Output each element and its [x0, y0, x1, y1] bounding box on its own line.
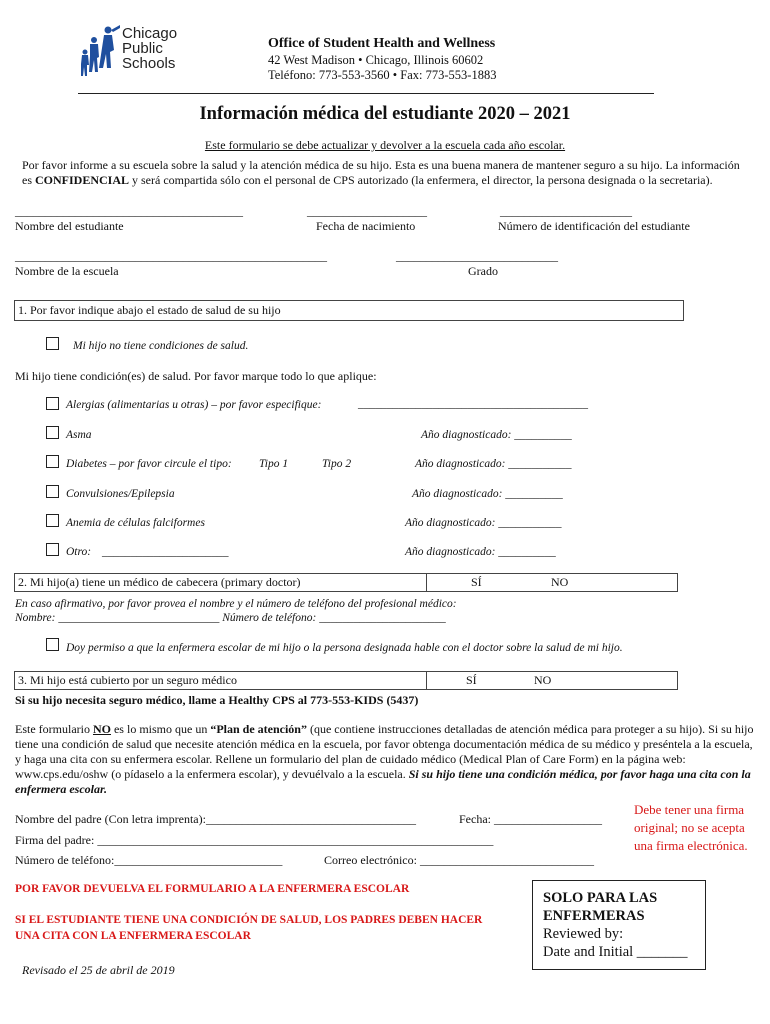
- section-3-divider: [426, 672, 427, 689]
- plan-no-word: NO: [92, 722, 111, 736]
- student-id-label: Número de identificación del estudiante: [498, 219, 690, 233]
- birth-date-blank[interactable]: ____________________: [307, 204, 427, 218]
- plan-text-2: es lo mismo que un: [110, 722, 211, 736]
- cps-logo: [78, 24, 198, 80]
- revision-date: Revisado el 25 de abril de 2019: [22, 963, 175, 977]
- allergies-label: Alergias (alimentarias u otras) – por favor especifique:: [66, 399, 322, 411]
- intro-paragraph: [22, 158, 748, 188]
- nurse-reviewed-by: Reviewed by:: [543, 926, 624, 942]
- plan-text-3: (que contiene instrucciones detalladas de atención médica para proteger a su hijo). Si su hijo tiene una condición de salud que necesite atención médica en la escuela, por favor obtenga documentación médica de su médico y preséntela a la escuela, y haga una cita con su enfermera escolar. Rellene un formulario del plan de cuidado médico (Medical Plan of Care Form) en la página web: www.cps.edu/oshw (o pídaselo a la enfermera escolar), y devuélvalo a la escuela.: [15, 722, 754, 781]
- nurse-appointment-notice: SI EL ESTUDIANTE TIENE UNA CONDICIÓN DE SALUD, LOS PADRES DEBEN HACER UNA CITA CON LA ENFERMERA ESCOLAR: [15, 914, 483, 942]
- doctor-phone-label: Número de teléfono:: [222, 612, 317, 624]
- asthma-checkbox[interactable]: [46, 426, 59, 439]
- student-id-blank[interactable]: ______________________: [500, 204, 632, 218]
- original-signature-notice: Debe tener una firma original; no se acepta una firma electrónica.: [634, 802, 748, 853]
- other-blank[interactable]: ______________________: [102, 546, 229, 558]
- other-year[interactable]: Año diagnosticado: __________: [405, 546, 556, 558]
- office-phone: Teléfono: 773-553-3560 • Fax: 773-553-1883: [268, 68, 497, 82]
- student-name-blank[interactable]: ______________________________________: [15, 204, 243, 218]
- sickle-cell-label: Anemia de células falciformes: [66, 517, 205, 529]
- healthy-cps-notice: Si su hijo necesita seguro médico, llame a Healthy CPS al 773-553-KIDS (5437): [15, 693, 419, 707]
- section-1-label: 1. Por favor indique abajo el estado de salud de su hijo: [18, 303, 281, 317]
- doctor-phone-blank[interactable]: ______________________: [319, 612, 446, 624]
- other-checkbox[interactable]: [46, 543, 59, 556]
- grade-blank[interactable]: ___________________________: [396, 249, 558, 263]
- permission-checkbox[interactable]: [46, 638, 59, 651]
- doctor-name-label: Nombre:: [15, 612, 56, 624]
- plan-text-4: Si su hijo tiene una condición médica, por favor haga una cita con la enfermera escolar.: [15, 767, 751, 796]
- intro-confidential: CONFIDENCIAL: [35, 173, 130, 187]
- page-title: Información médica del estudiante 2020 – 2021: [199, 104, 571, 124]
- email-label: Correo electrónico:: [324, 853, 417, 867]
- seizures-label: Convulsiones/Epilepsia: [66, 488, 175, 500]
- student-name-label: Nombre del estudiante: [15, 219, 124, 233]
- diabetes-year[interactable]: Año diagnosticado: ___________: [415, 458, 572, 470]
- date-row: [459, 812, 602, 827]
- seizures-checkbox[interactable]: [46, 485, 59, 498]
- sickle-cell-checkbox[interactable]: [46, 514, 59, 527]
- parent-name-row: [15, 812, 416, 827]
- nurse-only-box: [532, 880, 706, 970]
- section-2-divider: [426, 574, 427, 591]
- seizures-year[interactable]: Año diagnosticado: __________: [412, 488, 563, 500]
- insurance-no-option[interactable]: NO: [534, 673, 552, 687]
- logo-line-3: Schools: [122, 55, 176, 72]
- intro-text-1: Por favor informe a su escuela sobre la salud y la atención médica de su hijo. Esta es una buena manera de mantener seguro a su hijo. La información es: [22, 158, 740, 187]
- return-form-notice: POR FAVOR DEVUELVA EL FORMULARIO A LA ENFERMERA ESCOLAR: [15, 883, 410, 895]
- school-name-blank[interactable]: ____________________________________________________: [15, 249, 327, 263]
- birth-date-label: Fecha de nacimiento: [316, 219, 416, 233]
- doctor-name-blank[interactable]: ____________________________: [58, 612, 220, 624]
- cps-figures-icon: [78, 24, 122, 78]
- signature-blank[interactable]: __________________________________________________________________: [97, 833, 494, 847]
- section-2-header: [14, 573, 678, 592]
- section-3-label: 3. Mi hijo está cubierto por un seguro médico: [18, 673, 237, 687]
- parent-name-blank[interactable]: ___________________________________: [205, 812, 416, 826]
- parent-phone-blank[interactable]: ____________________________: [114, 853, 283, 867]
- allergies-blank[interactable]: ________________________________________: [358, 398, 588, 410]
- parent-name-label: Nombre del padre (Con letra imprenta):: [15, 812, 206, 826]
- date-blank[interactable]: __________________: [494, 812, 602, 826]
- section-2-label: 2. Mi hijo(a) tiene un médico de cabecera (primary doctor): [18, 575, 301, 589]
- intro-text-2: y será compartida sólo con el personal de CPS autorizado (la enfermera, el director, la persona designada o la secretaria).: [129, 173, 713, 187]
- plan-text-1: Este formulario: [15, 722, 93, 736]
- no-conditions-label: Mi hijo no tiene condiciones de salud.: [73, 340, 249, 352]
- doctor-yes-option[interactable]: SÍ: [471, 575, 482, 589]
- date-label: Fecha:: [459, 812, 491, 826]
- insurance-yes-option[interactable]: SÍ: [466, 673, 477, 687]
- signature-label: Firma del padre:: [15, 833, 95, 847]
- section-3-header: [14, 671, 678, 690]
- diabetes-label: Diabetes – por favor circule el tipo:: [66, 458, 232, 470]
- plan-of-care-bold: “Plan de atención”: [210, 722, 307, 736]
- nurse-date-initial[interactable]: Date and Initial _______: [543, 944, 688, 960]
- sickle-cell-year[interactable]: Año diagnosticado: ___________: [405, 517, 562, 529]
- page-subtitle: Este formulario se debe actualizar y devolver a la escuela cada año escolar.: [204, 138, 566, 152]
- asthma-label: Asma: [66, 429, 92, 441]
- other-label: Otro:: [66, 546, 92, 558]
- parent-phone-row: [15, 853, 282, 868]
- email-blank[interactable]: _____________________________: [419, 853, 594, 867]
- plan-of-care-paragraph: [15, 722, 757, 797]
- office-name: Office of Student Health and Wellness: [268, 36, 496, 51]
- permission-label: Doy permiso a que la enfermera escolar de mi hijo o la persona designada hable con el doctor sobre la salud de mi hijo.: [66, 642, 623, 654]
- no-conditions-checkbox[interactable]: [46, 337, 59, 350]
- school-name-label: Nombre de la escuela: [15, 264, 119, 278]
- nurse-box-title: SOLO PARA LAS ENFERMERAS: [543, 890, 658, 924]
- parent-phone-label: Número de teléfono:: [15, 853, 115, 867]
- email-row: [324, 853, 594, 868]
- diabetes-checkbox[interactable]: [46, 455, 59, 468]
- doctor-name-row: [15, 611, 446, 626]
- signature-row: [15, 833, 493, 848]
- has-conditions-label: Mi hijo tiene condición(es) de salud. Por favor marque todo lo que aplique:: [15, 369, 377, 383]
- office-address: 42 West Madison • Chicago, Illinois 60602: [268, 53, 484, 67]
- section-1-header: [14, 300, 684, 321]
- diabetes-tipo-1[interactable]: Tipo 1: [259, 458, 289, 470]
- diabetes-tipo-2[interactable]: Tipo 2: [322, 458, 352, 470]
- logo-line-2: Public: [122, 40, 163, 57]
- asthma-year[interactable]: Año diagnosticado: __________: [421, 429, 572, 441]
- header-rule: [78, 93, 654, 94]
- doctor-instructions: En caso afirmativo, por favor provea el nombre y el número de teléfono del profesional médico:: [15, 598, 457, 610]
- allergies-checkbox[interactable]: [46, 397, 59, 410]
- doctor-no-option[interactable]: NO: [551, 575, 569, 589]
- logo-line-1: Chicago: [122, 25, 178, 42]
- grade-label: Grado: [468, 264, 498, 278]
